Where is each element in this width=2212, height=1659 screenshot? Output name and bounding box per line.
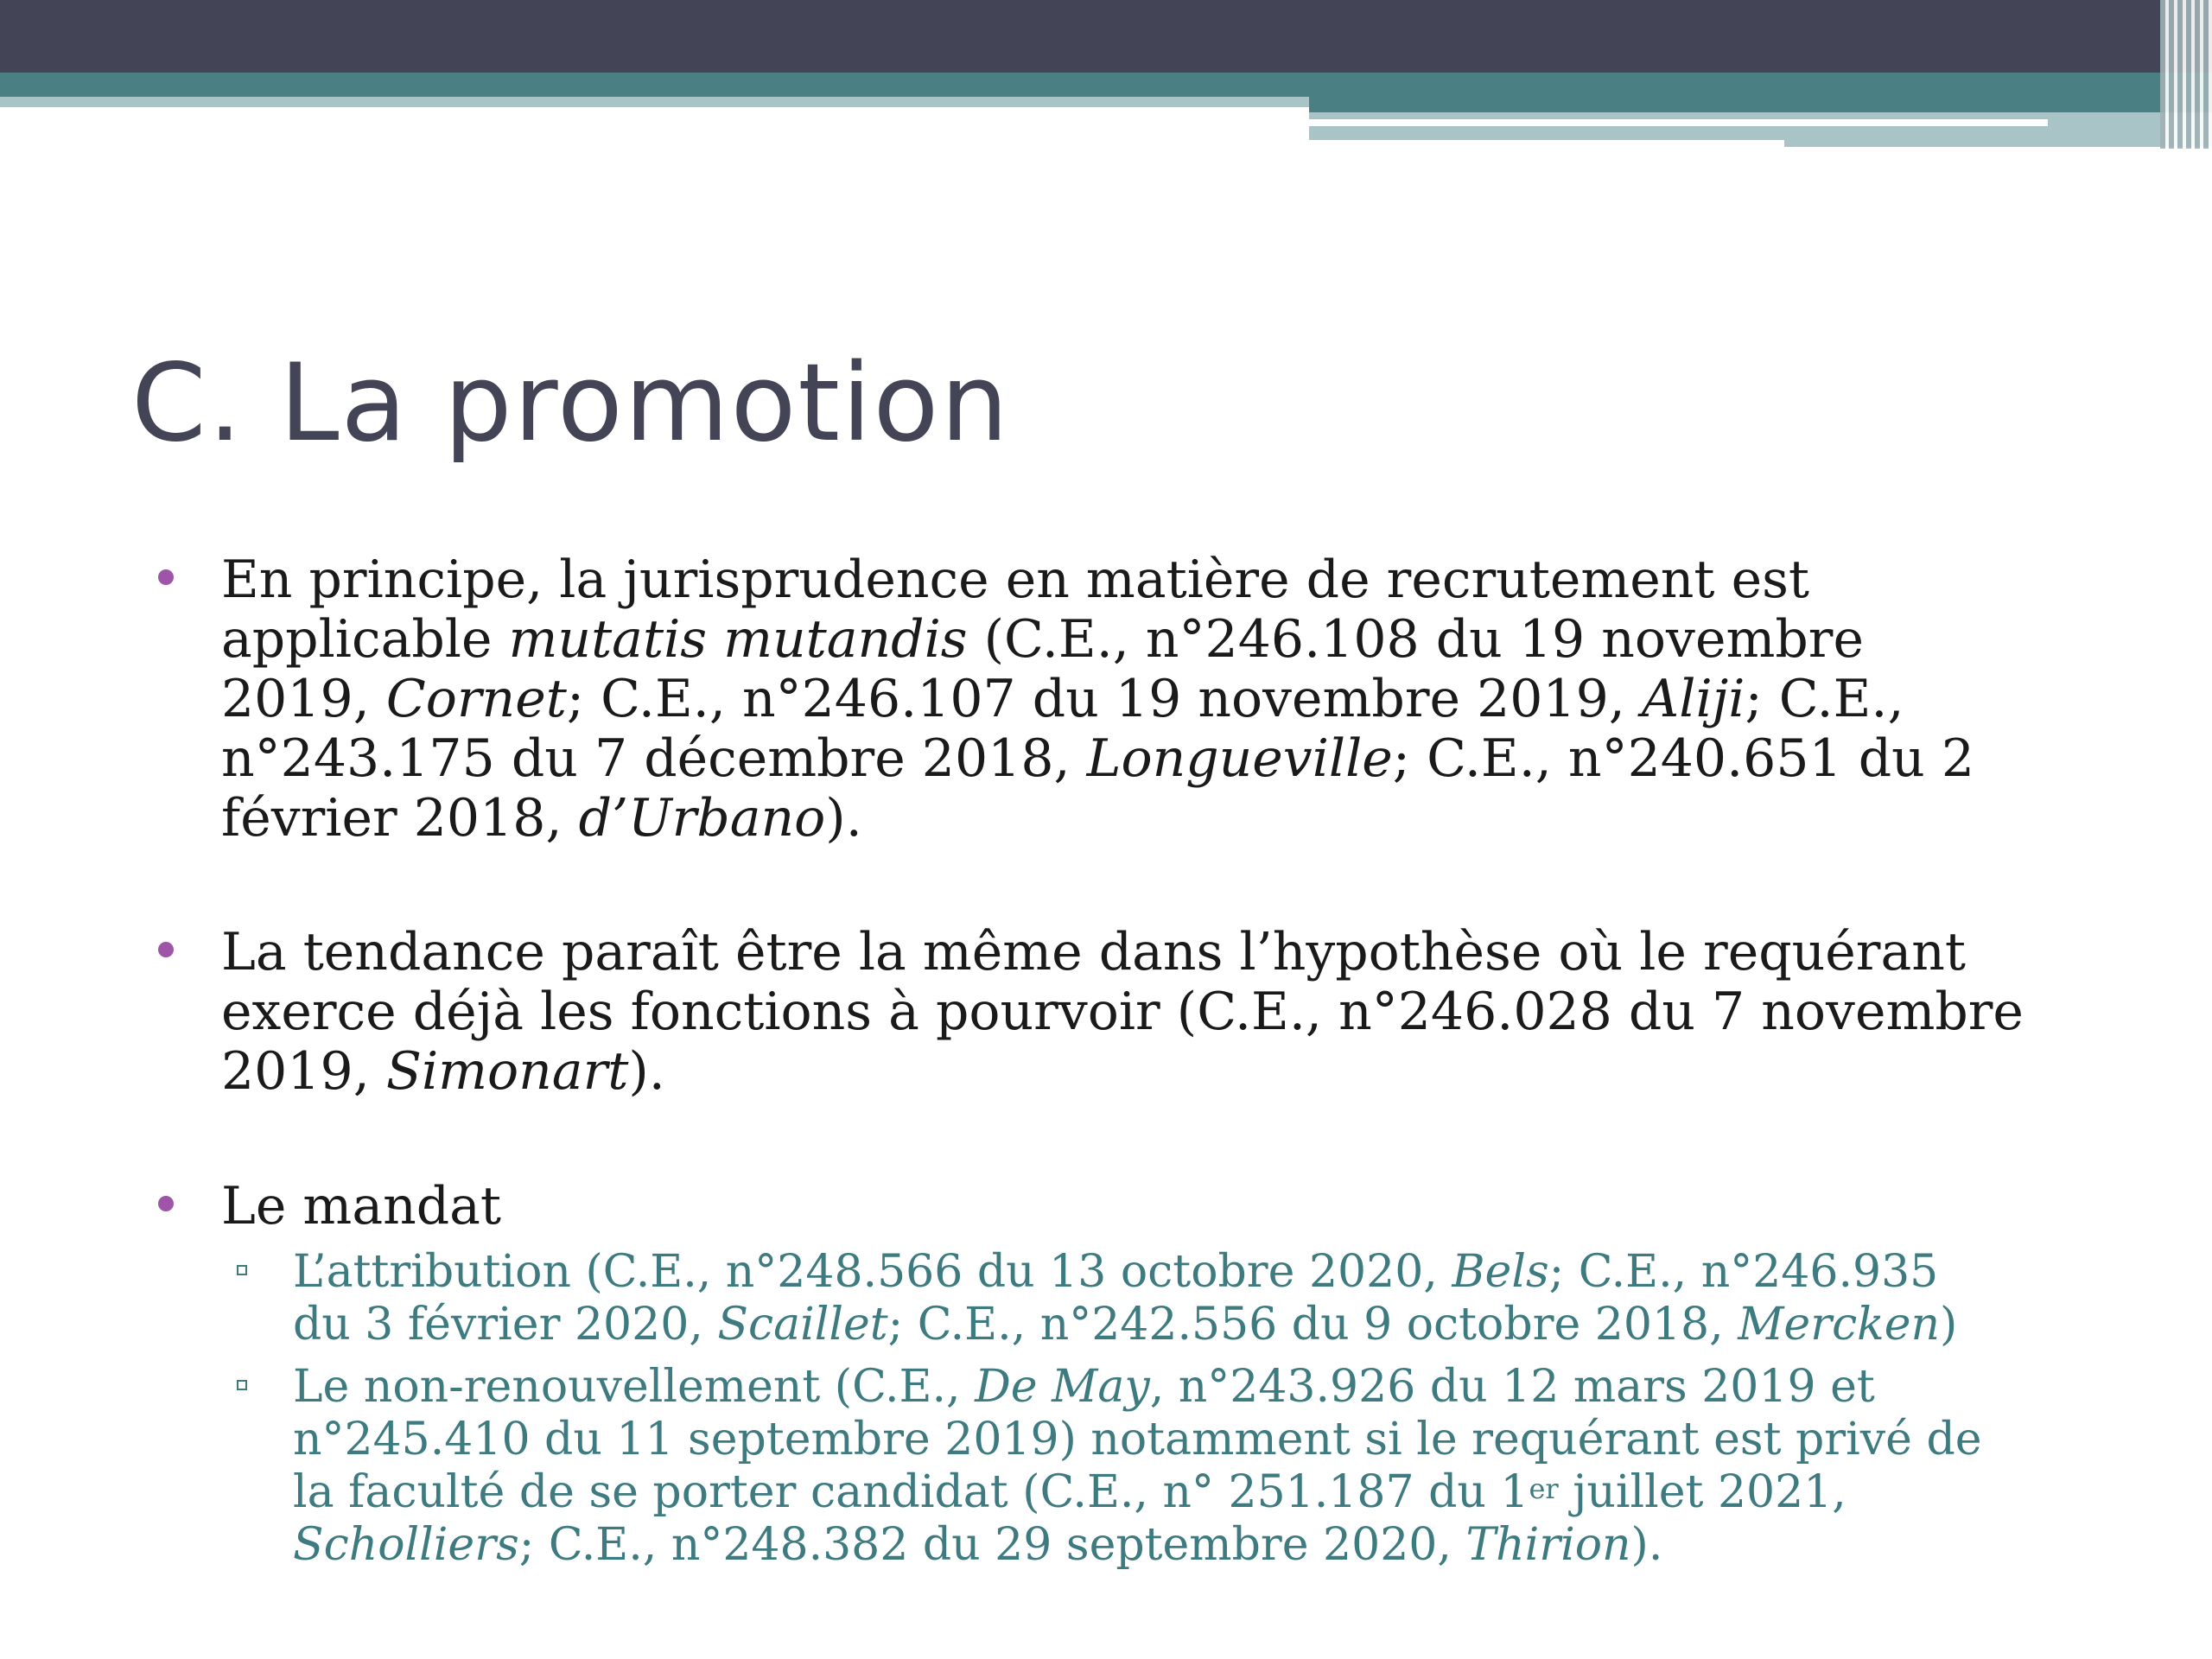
bullet-line: Le mandat	[221, 1176, 502, 1236]
bullet-line: exerce déjà les fonctions à pourvoir (C.E., n°246.028 du 7 novembre	[221, 982, 2024, 1042]
bullet-mandat	[221, 1177, 2096, 1236]
sub-bullet-line: n°245.410 du 11 septembre 2019) notamment si le requérant est privé de	[293, 1414, 1982, 1465]
sub-bullet-non-renouvellement	[293, 1361, 2116, 1572]
bullet-line: 2019, Simonart).	[221, 1041, 665, 1102]
square-bullet-icon	[237, 1380, 247, 1390]
bullet-line: En principe, la jurisprudence en matière de recrutement est	[221, 550, 1810, 610]
bullet-line: applicable mutatis mutandis (C.E., n°246.108 du 19 novembre	[221, 609, 1864, 670]
bullet-dot-icon	[158, 569, 174, 585]
header-band-line	[1309, 119, 2048, 126]
bullet-line: n°243.175 du 7 décembre 2018, Longueville; C.E., n°240.651 du 2	[221, 728, 1975, 789]
bullet-line: février 2018, d’Urbano).	[221, 788, 862, 849]
sub-bullet-line: du 3 février 2020, Scaillet; C.E., n°242.556 du 9 octobre 2018, Mercken)	[293, 1299, 1958, 1351]
header-band-line-short	[1309, 140, 1784, 147]
sub-bullet-attribution	[293, 1246, 2116, 1351]
sub-bullet-line: Le non-renouvellement (C.E., De May, n°243.926 du 12 mars 2019 et	[293, 1361, 1875, 1413]
header-band-teal-right	[1309, 73, 2212, 112]
bullet-line: La tendance paraît être la même dans l’hypothèse où le requérant	[221, 922, 1966, 982]
square-bullet-icon	[237, 1265, 247, 1275]
bullet-tendance	[221, 923, 2096, 1102]
header-band-teal-left	[0, 73, 1309, 97]
sub-bullet-line: L’attribution (C.E., n°248.566 du 13 octobre 2020, Bels; C.E., n°246.935	[293, 1246, 1939, 1298]
header-band-dark	[0, 0, 2212, 73]
sub-bullet-line: la faculté de se porter candidat (C.E., n° 251.187 du 1er juillet 2021,	[293, 1466, 1847, 1518]
bullet-line: 2019, Cornet; C.E., n°246.107 du 19 novembre 2019, Aliji; C.E.,	[221, 669, 1904, 729]
header-band-light-left	[0, 97, 1309, 107]
header-edge-stripes	[2160, 0, 2212, 149]
bullet-dot-icon	[158, 942, 174, 957]
sub-bullet-line: Scholliers; C.E., n°248.382 du 29 septembre 2020, Thirion).	[293, 1519, 1663, 1571]
slide-title: C. La promotion	[131, 341, 1010, 466]
bullet-recrutement	[221, 550, 2096, 849]
bullet-dot-icon	[158, 1196, 174, 1211]
